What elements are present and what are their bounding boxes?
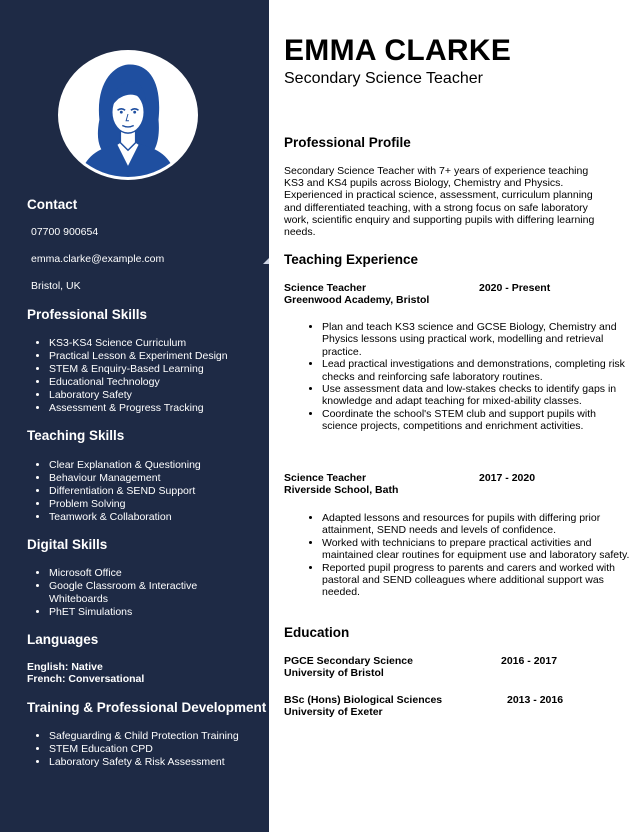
list-item: • Laboratory Safety bbox=[49, 389, 269, 402]
language-french: French: Conversational bbox=[27, 673, 145, 685]
education-dates: 2013 - 2016 bbox=[507, 694, 564, 706]
profile-text: Secondary Science Teacher with 7+ years of experience teaching KS3 and KS4 pupils across Biology, Chemistry and Physics. Experienced in practical science, assessment, curriculum planning and differentiated teaching, with a strong focus on safe laboratory work, scientific enquiry and supporting pupils with differing learning needs. bbox=[284, 165, 595, 239]
job-entry bbox=[284, 282, 614, 306]
language-english: English: Native bbox=[27, 661, 103, 673]
profile-heading: Professional Profile bbox=[284, 135, 411, 150]
job-employer: Greenwood Academy, Bristol bbox=[284, 294, 430, 306]
list-item: • Use assessment data and low-stakes checks to identify gaps in knowledge and adapt teaching for mixed-ability classes. bbox=[322, 383, 632, 408]
training-list bbox=[27, 730, 269, 769]
training-heading: Training & Professional Development bbox=[27, 700, 267, 715]
list-item: • Safeguarding & Child Protection Training bbox=[49, 730, 269, 743]
education-degree: PGCE Secondary Science bbox=[284, 655, 413, 667]
list-item: • STEM & Enquiry-Based Learning bbox=[49, 363, 269, 376]
experience-heading: Teaching Experience bbox=[284, 252, 419, 267]
list-item: • Reported pupil progress to parents and carers and worked with pastoral and SEND colleagues where additional support was needed. bbox=[322, 562, 632, 599]
avatar bbox=[58, 50, 198, 180]
portrait-illustration bbox=[61, 53, 195, 177]
list-item: • Plan and teach KS3 science and GCSE Biology, Chemistry and Physics lessons using practical work, modelling and retrieval practice. bbox=[322, 321, 632, 358]
digital-skills-heading: Digital Skills bbox=[27, 537, 108, 552]
list-item: • Differentiation & SEND Support bbox=[49, 485, 269, 498]
list-item: • STEM Education CPD bbox=[49, 743, 269, 756]
digital-skills-list bbox=[27, 567, 224, 619]
teaching-skills-heading: Teaching Skills bbox=[27, 428, 125, 443]
list-item: • Adapted lessons and resources for pupils with differing prior attainment, SEND needs and levels of confidence. bbox=[322, 512, 632, 537]
list-item: • Laboratory Safety & Risk Assessment bbox=[49, 756, 269, 769]
teaching-skills-list bbox=[27, 459, 269, 524]
education-school: University of Exeter bbox=[284, 706, 383, 718]
contact-phone: 07700 900654 bbox=[31, 226, 99, 238]
candidate-role: Secondary Science Teacher bbox=[284, 70, 483, 87]
professional-skills-heading: Professional Skills bbox=[27, 307, 148, 322]
list-item: • Behaviour Management bbox=[49, 472, 269, 485]
education-degree: BSc (Hons) Biological Sciences bbox=[284, 694, 443, 706]
professional-skills-list bbox=[27, 337, 269, 415]
list-item: • Practical Lesson & Experiment Design bbox=[49, 350, 269, 363]
sidebar bbox=[0, 0, 269, 832]
list-item: • Teamwork & Collaboration bbox=[49, 511, 269, 524]
job-bullets bbox=[300, 321, 632, 433]
contact-heading: Contact bbox=[27, 197, 78, 212]
list-item: • Worked with technicians to prepare practical activities and maintained clear routines for equipment use and laboratory safety. bbox=[322, 537, 632, 562]
education-entry bbox=[284, 694, 614, 718]
list-item: • Google Classroom & Interactive Whiteboards bbox=[49, 580, 224, 606]
list-item: • Assessment & Progress Tracking bbox=[49, 402, 269, 415]
job-entry bbox=[284, 472, 614, 496]
list-item: • Microsoft Office bbox=[49, 567, 224, 580]
list-item: • PhET Simulations bbox=[49, 606, 224, 619]
languages-heading: Languages bbox=[27, 632, 99, 647]
list-item: • Coordinate the school's STEM club and support pupils with science projects, competitions and enrichment activities. bbox=[322, 408, 632, 433]
list-item: • Educational Technology bbox=[49, 376, 269, 389]
list-item: • KS3-KS4 Science Curriculum bbox=[49, 337, 269, 350]
job-bullets bbox=[300, 512, 632, 599]
list-item: • Lead practical investigations and demonstrations, completing risk checks and reinforcing safe laboratory routines. bbox=[322, 358, 632, 383]
job-employer: Riverside School, Bath bbox=[284, 484, 399, 496]
job-title: Science Teacher bbox=[284, 282, 367, 294]
job-title: Science Teacher bbox=[284, 472, 367, 484]
list-item: • Clear Explanation & Questioning bbox=[49, 459, 269, 472]
job-dates: 2020 - Present bbox=[479, 282, 551, 294]
education-dates: 2016 - 2017 bbox=[501, 655, 558, 667]
job-dates: 2017 - 2020 bbox=[479, 472, 536, 484]
candidate-name: EMMA CLARKE bbox=[284, 34, 512, 67]
caret-marker bbox=[263, 258, 269, 264]
education-entry bbox=[284, 655, 614, 679]
contact-email: emma.clarke@example.com bbox=[31, 253, 165, 265]
contact-location: Bristol, UK bbox=[31, 280, 81, 292]
education-heading: Education bbox=[284, 625, 350, 640]
education-school: University of Bristol bbox=[284, 667, 384, 679]
list-item: • Problem Solving bbox=[49, 498, 269, 511]
